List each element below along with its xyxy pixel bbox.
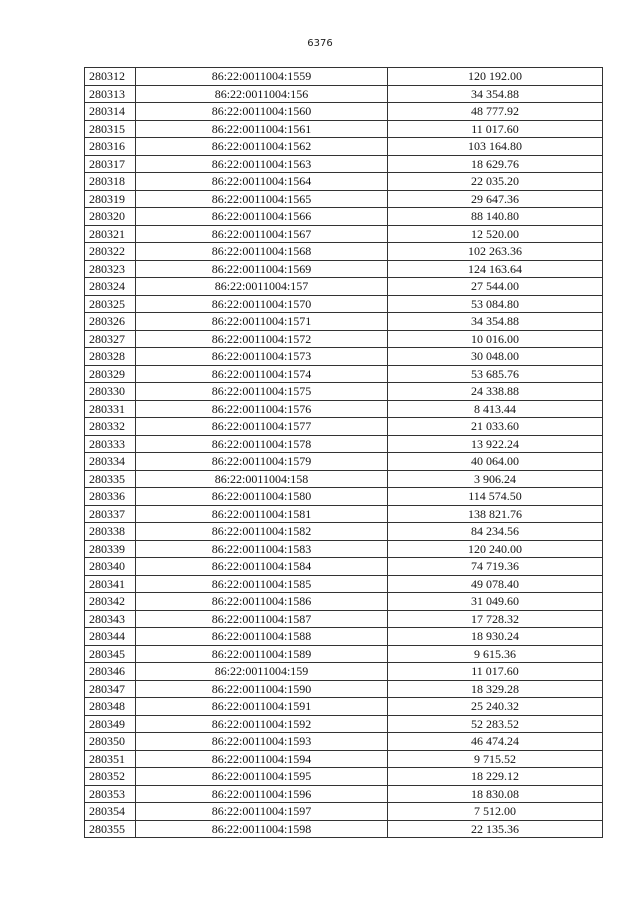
value-cell: 9 615.36 [388,645,603,663]
row-number-cell: 280317 [85,155,136,173]
value-cell: 124 163.64 [388,260,603,278]
value-cell: 53 084.80 [388,295,603,313]
value-cell: 8 413.44 [388,400,603,418]
table-row [85,645,603,663]
row-number-cell: 280353 [85,785,136,803]
value-cell: 120 240.00 [388,540,603,558]
table-row [85,575,603,593]
table-row [85,138,603,156]
cadastral-number-cell: 86:22:0011004:1589 [136,645,388,663]
row-number-cell: 280330 [85,383,136,401]
value-cell: 88 140.80 [388,208,603,226]
value-cell: 46 474.24 [388,733,603,751]
cadastral-number-cell: 86:22:0011004:158 [136,470,388,488]
cadastral-number-cell: 86:22:0011004:1566 [136,208,388,226]
table-row [85,593,603,611]
value-cell: 52 283.52 [388,715,603,733]
cadastral-number-cell: 86:22:0011004:159 [136,663,388,681]
value-cell: 48 777.92 [388,103,603,121]
cadastral-number-cell: 86:22:0011004:1574 [136,365,388,383]
value-cell: 18 930.24 [388,628,603,646]
cadastral-number-cell: 86:22:0011004:1579 [136,453,388,471]
value-cell: 34 354.88 [388,313,603,331]
table-row [85,488,603,506]
row-number-cell: 280341 [85,575,136,593]
table-row [85,365,603,383]
cadastral-number-cell: 86:22:0011004:1577 [136,418,388,436]
table-row [85,470,603,488]
table-row [85,243,603,261]
table-row [85,733,603,751]
table-row [85,260,603,278]
table-row [85,663,603,681]
cadastral-number-cell: 86:22:0011004:1581 [136,505,388,523]
table-row [85,418,603,436]
row-number-cell: 280347 [85,680,136,698]
cadastral-number-cell: 86:22:0011004:1590 [136,680,388,698]
cadastral-number-cell: 86:22:0011004:1559 [136,68,388,86]
value-cell: 120 192.00 [388,68,603,86]
row-number-cell: 280346 [85,663,136,681]
cadastral-number-cell: 86:22:0011004:1588 [136,628,388,646]
cadastral-number-cell: 86:22:0011004:1562 [136,138,388,156]
value-cell: 11 017.60 [388,120,603,138]
cadastral-number-cell: 86:22:0011004:1591 [136,698,388,716]
table-row [85,750,603,768]
cadastral-number-cell: 86:22:0011004:1580 [136,488,388,506]
row-number-cell: 280323 [85,260,136,278]
value-cell: 3 906.24 [388,470,603,488]
cadastral-number-cell: 86:22:0011004:1568 [136,243,388,261]
value-cell: 102 263.36 [388,243,603,261]
table-row [85,313,603,331]
cadastral-number-cell: 86:22:0011004:1596 [136,785,388,803]
table-row [85,85,603,103]
row-number-cell: 280350 [85,733,136,751]
row-number-cell: 280342 [85,593,136,611]
row-number-cell: 280322 [85,243,136,261]
cadastral-number-cell: 86:22:0011004:1563 [136,155,388,173]
page-number: 6376 [307,38,333,49]
value-cell: 21 033.60 [388,418,603,436]
row-number-cell: 280334 [85,453,136,471]
value-cell: 22 035.20 [388,173,603,191]
row-number-cell: 280321 [85,225,136,243]
cadastral-number-cell: 86:22:0011004:1573 [136,348,388,366]
row-number-cell: 280337 [85,505,136,523]
value-cell: 114 574.50 [388,488,603,506]
row-number-cell: 280325 [85,295,136,313]
cadastral-number-cell: 86:22:0011004:1570 [136,295,388,313]
table-row [85,523,603,541]
cadastral-number-cell: 86:22:0011004:1597 [136,803,388,821]
table-row [85,295,603,313]
row-number-cell: 280333 [85,435,136,453]
table-body [85,68,603,838]
row-number-cell: 280348 [85,698,136,716]
table-row [85,348,603,366]
table-row [85,803,603,821]
row-number-cell: 280339 [85,540,136,558]
value-cell: 29 647.36 [388,190,603,208]
row-number-cell: 280328 [85,348,136,366]
row-number-cell: 280313 [85,85,136,103]
table-row [85,173,603,191]
table-row [85,383,603,401]
cadastral-number-cell: 86:22:0011004:1569 [136,260,388,278]
value-cell: 84 234.56 [388,523,603,541]
table-row [85,435,603,453]
table-row [85,68,603,86]
value-cell: 9 715.52 [388,750,603,768]
cadastral-number-cell: 86:22:0011004:1561 [136,120,388,138]
value-cell: 49 078.40 [388,575,603,593]
cadastral-number-cell: 86:22:0011004:156 [136,85,388,103]
table-row [85,785,603,803]
value-cell: 74 719.36 [388,558,603,576]
cadastral-number-cell: 86:22:0011004:1593 [136,733,388,751]
table-row [85,103,603,121]
table-row [85,155,603,173]
row-number-cell: 280326 [85,313,136,331]
table-row [85,610,603,628]
value-cell: 17 728.32 [388,610,603,628]
cadastral-number-cell: 86:22:0011004:1592 [136,715,388,733]
table-row [85,680,603,698]
cadastral-number-cell: 86:22:0011004:1594 [136,750,388,768]
row-number-cell: 280351 [85,750,136,768]
row-number-cell: 280312 [85,68,136,86]
table-row [85,208,603,226]
value-cell: 31 049.60 [388,593,603,611]
row-number-cell: 280355 [85,820,136,838]
value-cell: 7 512.00 [388,803,603,821]
value-cell: 138 821.76 [388,505,603,523]
row-number-cell: 280319 [85,190,136,208]
table-row [85,768,603,786]
value-cell: 40 064.00 [388,453,603,471]
row-number-cell: 280316 [85,138,136,156]
row-number-cell: 280336 [85,488,136,506]
row-number-cell: 280315 [85,120,136,138]
value-cell: 10 016.00 [388,330,603,348]
cadastral-number-cell: 86:22:0011004:1575 [136,383,388,401]
table-row [85,558,603,576]
cadastral-number-cell: 86:22:0011004:1582 [136,523,388,541]
value-cell: 18 229.12 [388,768,603,786]
row-number-cell: 280320 [85,208,136,226]
row-number-cell: 280318 [85,173,136,191]
value-cell: 24 338.88 [388,383,603,401]
row-number-cell: 280343 [85,610,136,628]
row-number-cell: 280354 [85,803,136,821]
value-cell: 18 329.28 [388,680,603,698]
table-row [85,820,603,838]
table-row [85,330,603,348]
row-number-cell: 280332 [85,418,136,436]
value-cell: 12 520.00 [388,225,603,243]
cadastral-number-cell: 86:22:0011004:157 [136,278,388,296]
cadastral-number-cell: 86:22:0011004:1576 [136,400,388,418]
row-number-cell: 280324 [85,278,136,296]
row-number-cell: 280352 [85,768,136,786]
table-row [85,698,603,716]
value-cell: 27 544.00 [388,278,603,296]
cadastral-number-cell: 86:22:0011004:1572 [136,330,388,348]
table-row [85,540,603,558]
cadastral-number-cell: 86:22:0011004:1595 [136,768,388,786]
value-cell: 25 240.32 [388,698,603,716]
row-number-cell: 280345 [85,645,136,663]
cadastral-number-cell: 86:22:0011004:1585 [136,575,388,593]
table-row [85,225,603,243]
cadastral-number-cell: 86:22:0011004:1587 [136,610,388,628]
row-number-cell: 280335 [85,470,136,488]
row-number-cell: 280338 [85,523,136,541]
row-number-cell: 280314 [85,103,136,121]
cadastral-number-cell: 86:22:0011004:1598 [136,820,388,838]
row-number-cell: 280349 [85,715,136,733]
cadastral-number-cell: 86:22:0011004:1583 [136,540,388,558]
row-number-cell: 280327 [85,330,136,348]
cadastral-table [84,67,603,838]
cadastral-number-cell: 86:22:0011004:1564 [136,173,388,191]
value-cell: 103 164.80 [388,138,603,156]
value-cell: 22 135.36 [388,820,603,838]
cadastral-number-cell: 86:22:0011004:1560 [136,103,388,121]
value-cell: 53 685.76 [388,365,603,383]
table-row [85,453,603,471]
cadastral-number-cell: 86:22:0011004:1571 [136,313,388,331]
table-row [85,400,603,418]
cadastral-number-cell: 86:22:0011004:1586 [136,593,388,611]
table-row [85,120,603,138]
cadastral-number-cell: 86:22:0011004:1565 [136,190,388,208]
row-number-cell: 280344 [85,628,136,646]
row-number-cell: 280340 [85,558,136,576]
value-cell: 13 922.24 [388,435,603,453]
value-cell: 34 354.88 [388,85,603,103]
table-row [85,628,603,646]
cadastral-number-cell: 86:22:0011004:1567 [136,225,388,243]
table-row [85,190,603,208]
table-row [85,715,603,733]
value-cell: 11 017.60 [388,663,603,681]
row-number-cell: 280331 [85,400,136,418]
value-cell: 18 830.08 [388,785,603,803]
row-number-cell: 280329 [85,365,136,383]
value-cell: 18 629.76 [388,155,603,173]
value-cell: 30 048.00 [388,348,603,366]
cadastral-number-cell: 86:22:0011004:1578 [136,435,388,453]
table-row [85,505,603,523]
table-row [85,278,603,296]
cadastral-number-cell: 86:22:0011004:1584 [136,558,388,576]
